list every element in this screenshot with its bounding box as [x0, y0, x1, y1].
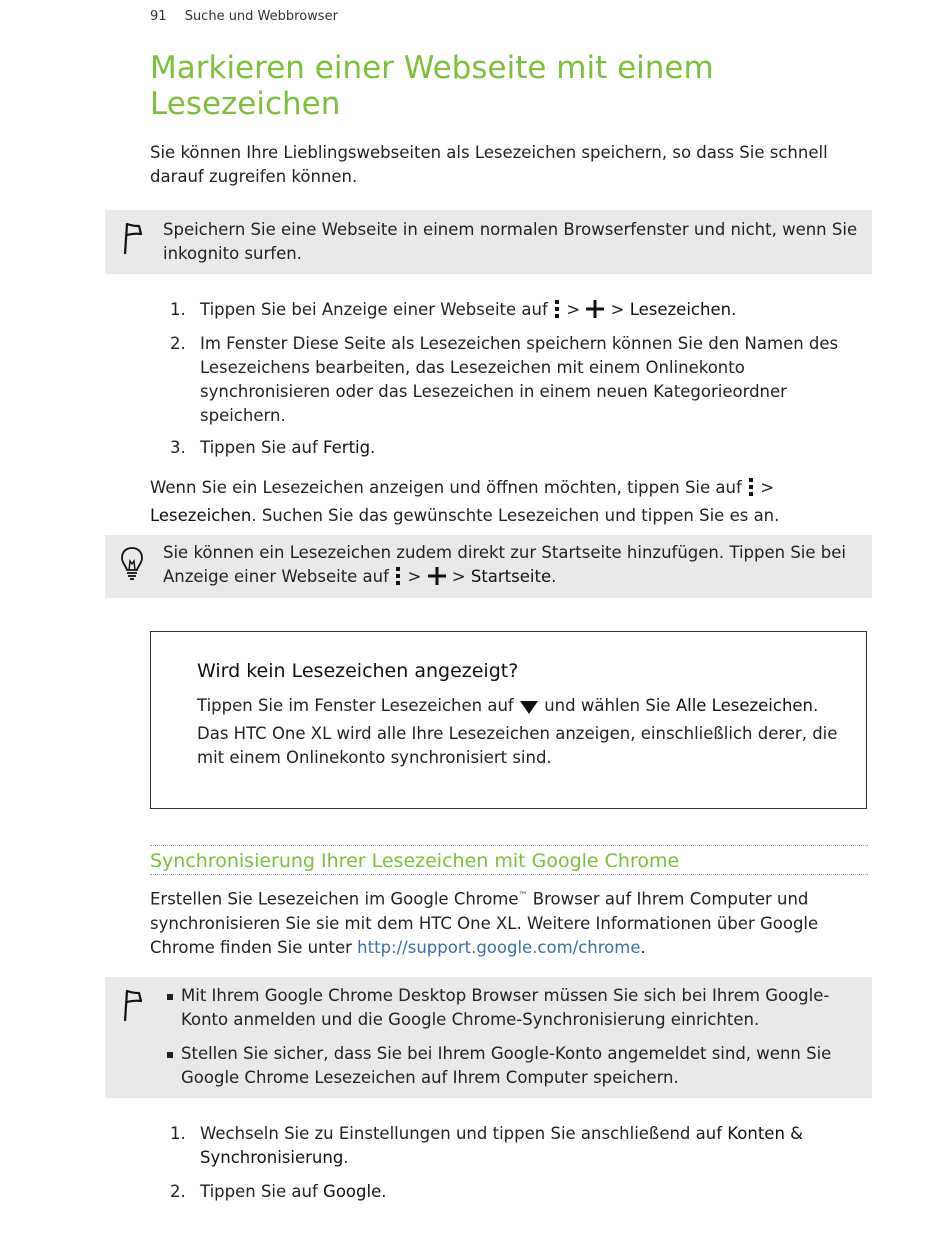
note-bullet-list [163, 984, 860, 1090]
menu-dots-icon [394, 566, 402, 593]
punctuation: . [381, 1182, 387, 1201]
step-text: Tippen Sie auf [200, 1182, 318, 1201]
paragraph-text: . Suchen Sie das gewünschte Lesezeichen und tippen Sie es an. [251, 506, 780, 525]
box-target: Alle Lesezeichen [675, 696, 814, 715]
box-heading: Wird kein Lesezeichen angezeigt? [197, 660, 519, 682]
punctuation: . [370, 438, 376, 457]
step-number: 2. [170, 1182, 186, 1201]
punctuation: . [640, 937, 646, 957]
box-text [197, 694, 847, 770]
step-target: Lesezeichen [629, 300, 732, 319]
step-number: 1. [170, 1124, 186, 1143]
separator: > [610, 300, 625, 319]
page-title: Markieren einer Webseite mit einem Lesezeichen [150, 50, 714, 122]
separator: > [566, 300, 581, 319]
menu-dots-icon [747, 477, 755, 504]
box-body: Tippen Sie im Fenster Lesezeichen auf [197, 696, 514, 715]
step-number: 3. [170, 438, 186, 457]
page-number: 91 [150, 9, 167, 24]
list-item [163, 984, 860, 1032]
section-title: Suche und Webbrowser [184, 9, 338, 24]
flag-icon [121, 220, 143, 260]
punctuation: . [551, 567, 557, 586]
info-box [150, 631, 867, 809]
box-body: und wählen Sie [544, 696, 671, 715]
plus-icon [427, 566, 447, 593]
step-text: Wechseln Sie zu Einstellungen und tippen Sie anschließend auf [200, 1124, 723, 1143]
tip-body: Sie können ein Lesezeichen zudem direkt zur Startseite hinzufügen. Tippen Sie bei Anzeige einer Webseite auf [163, 543, 846, 586]
menu-dots-icon [553, 299, 561, 326]
tip-target: Startseite [470, 567, 552, 586]
chrome-paragraph [150, 884, 860, 960]
punctuation: . [731, 300, 737, 319]
paragraph-target: Lesezeichen [150, 506, 252, 525]
step-target: Google [323, 1182, 382, 1201]
trademark: ™ [518, 891, 528, 901]
punctuation: . [343, 1148, 349, 1167]
open-bookmarks-paragraph [150, 476, 860, 528]
section-subheading: Synchronisierung Ihrer Lesezeichen mit Google Chrome [150, 845, 868, 875]
bullet-marker [167, 994, 173, 1000]
flag-icon [121, 987, 143, 1027]
step-number: 2. [170, 334, 186, 353]
bullet-marker [167, 1052, 173, 1058]
step-text: Tippen Sie auf [200, 438, 318, 457]
paragraph-text: Wenn Sie ein Lesezeichen anzeigen und öffnen möchten, tippen Sie auf [150, 478, 742, 497]
list-item [163, 1042, 860, 1090]
paragraph-text: Erstellen Sie Lesezeichen im Google Chrome [150, 889, 519, 909]
tip-box [105, 535, 872, 598]
note-box [105, 977, 872, 1098]
separator: > [451, 567, 466, 586]
lightbulb-icon [119, 545, 145, 585]
tip-text [163, 541, 860, 593]
separator: > [407, 567, 422, 586]
bullet-text: Stellen Sie sicher, dass Sie bei Ihrem Google-Konto angemeldet sind, wenn Sie Google Chrome Lesezeichen auf Ihrem Computer speichern. [181, 1044, 832, 1087]
intro-paragraph: Sie können Ihre Lieblingswebseiten als Lesezeichen speichern, so dass Sie schnell darauf zugreifen können. [150, 143, 828, 186]
separator: > [760, 478, 775, 497]
box-body: . Das HTC One XL wird alle Ihre Lesezeichen anzeigen, einschließlich derer, die mit einem Onlinekonto synchronisiert sind. [197, 696, 838, 767]
support-link[interactable]: http://support.google.com/chrome [357, 937, 641, 957]
plus-icon [585, 299, 605, 326]
note-box [105, 210, 872, 274]
paragraph-text: Browser auf Ihrem Computer und synchronisieren Sie sie mit dem HTC One XL. Weitere Informationen über Google Chrome finden Sie unter [150, 889, 819, 957]
running-header [150, 9, 338, 24]
bullet-text: Mit Ihrem Google Chrome Desktop Browser müssen Sie sich bei Ihrem Google-Konto anmelden und die Google Chrome-Synchronisierung einrichten. [181, 986, 830, 1029]
step-target: Konten & Synchronisierung [200, 1124, 804, 1167]
step-text: Tippen Sie bei Anzeige einer Webseite auf [200, 300, 548, 319]
step-number: 1. [170, 300, 186, 319]
step-text: Im Fenster Diese Seite als Lesezeichen speichern können Sie den Namen des Lesezeichens bearbeiten, das Lesezeichen mit einem Onlinekonto synchronisieren oder das Lesezeichen in einem neuen Kategorieordner speichern. [200, 334, 839, 425]
step-target: Fertig [323, 438, 371, 457]
note-text: Speichern Sie eine Webseite in einem normalen Browserfenster und nicht, wenn Sie inkognito surfen. [163, 220, 858, 263]
triangle-down-icon [519, 698, 539, 722]
